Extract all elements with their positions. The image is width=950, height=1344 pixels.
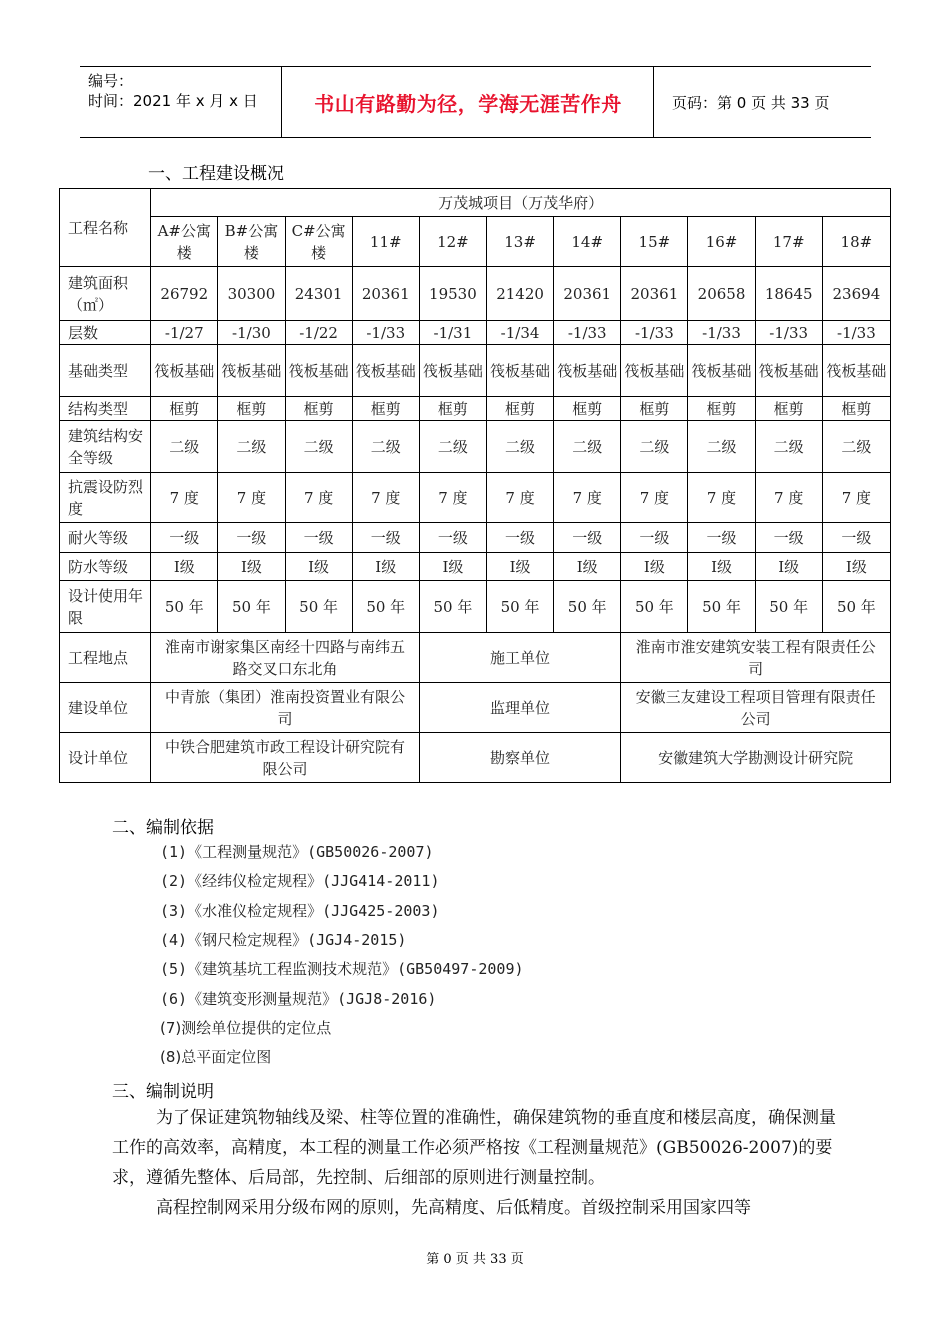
- reference-item: (5)《建筑基坑工程监测技术规范》(GB50497-2009): [160, 960, 524, 979]
- table-cell: -1/33: [688, 321, 755, 345]
- table-cell: 24301: [285, 267, 352, 321]
- table-cell: 筏板基础: [688, 345, 755, 397]
- building-header: 12#: [419, 217, 486, 267]
- building-header: 18#: [822, 217, 890, 267]
- building-header: B#公寓楼: [218, 217, 285, 267]
- table-cell: 二级: [352, 421, 419, 473]
- table-cell: 20361: [554, 267, 621, 321]
- designer-label: 设计单位: [60, 733, 151, 783]
- table-cell: 框剪: [218, 397, 285, 421]
- table-cell: Ⅰ级: [419, 553, 486, 581]
- table-row: [60, 421, 891, 473]
- table-cell: 7 度: [755, 473, 822, 523]
- row-label: 建筑面积（㎡）: [60, 267, 151, 321]
- table-cell: 二级: [822, 421, 890, 473]
- reference-item: (8)总平面定位图: [160, 1048, 272, 1067]
- table-cell: Ⅰ级: [352, 553, 419, 581]
- table-cell: 二级: [554, 421, 621, 473]
- site-value: 淮南市谢家集区南经十四路与南纬五路交叉口东北角: [151, 633, 420, 683]
- reference-item: (2)《经纬仪检定规程》(JJG414-2011): [160, 872, 440, 891]
- table-row: [60, 345, 891, 397]
- table-cell: 一级: [218, 523, 285, 553]
- table-row: [60, 397, 891, 421]
- table-cell: 50 年: [352, 581, 419, 633]
- building-header: 11#: [352, 217, 419, 267]
- table-cell: -1/33: [352, 321, 419, 345]
- building-header: C#公寓楼: [285, 217, 352, 267]
- table-cell: 框剪: [486, 397, 553, 421]
- table-cell: 二级: [285, 421, 352, 473]
- table-cell: Ⅰ级: [285, 553, 352, 581]
- table-cell: 筏板基础: [554, 345, 621, 397]
- building-header: A#公寓楼: [151, 217, 218, 267]
- table-cell: 一级: [151, 523, 218, 553]
- table-cell: 一级: [419, 523, 486, 553]
- table-cell: 7 度: [218, 473, 285, 523]
- table-cell: -1/33: [554, 321, 621, 345]
- table-cell: 一级: [755, 523, 822, 553]
- header-page-text: 页码：第 0 页 共 33 页: [672, 93, 830, 112]
- table-row: [60, 267, 891, 321]
- table-cell: 50 年: [621, 581, 688, 633]
- table-cell: 二级: [419, 421, 486, 473]
- table-cell: Ⅰ级: [755, 553, 822, 581]
- table-cell: 50 年: [822, 581, 890, 633]
- table-cell: 一级: [352, 523, 419, 553]
- table-cell: 框剪: [352, 397, 419, 421]
- table-cell: 19530: [419, 267, 486, 321]
- table-cell: 二级: [688, 421, 755, 473]
- table-cell: 20658: [688, 267, 755, 321]
- table-cell: 二级: [486, 421, 553, 473]
- table-cell: 框剪: [755, 397, 822, 421]
- table-cell: 7 度: [352, 473, 419, 523]
- table-cell: 50 年: [688, 581, 755, 633]
- building-header: 13#: [486, 217, 553, 267]
- table-cell: 30300: [218, 267, 285, 321]
- table-cell: 框剪: [151, 397, 218, 421]
- table-cell: 50 年: [554, 581, 621, 633]
- table-cell: Ⅰ级: [822, 553, 890, 581]
- designer-partner-value: 安徽建筑大学勘测设计研究院: [621, 733, 891, 783]
- section2-title: 二、编制依据: [112, 818, 214, 838]
- table-cell: 7 度: [822, 473, 890, 523]
- table-cell: -1/34: [486, 321, 553, 345]
- table-cell: 21420: [486, 267, 553, 321]
- row-label: 防水等级: [60, 553, 151, 581]
- table-cell: Ⅰ级: [218, 553, 285, 581]
- table-cell: -1/33: [621, 321, 688, 345]
- table-cell: 二级: [755, 421, 822, 473]
- table-cell: 23694: [822, 267, 890, 321]
- table-cell: 一级: [285, 523, 352, 553]
- owner-label: 建设单位: [60, 683, 151, 733]
- table-cell: -1/30: [218, 321, 285, 345]
- table-row: [60, 523, 891, 553]
- table-cell: 7 度: [621, 473, 688, 523]
- table-row: [60, 553, 891, 581]
- table-cell: 7 度: [285, 473, 352, 523]
- row-label: 建筑结构安全等级: [60, 421, 151, 473]
- row-label: 结构类型: [60, 397, 151, 421]
- site-partner-value: 淮南市淮安建筑安装工程有限责任公司: [621, 633, 891, 683]
- row-label: 设计使用年限: [60, 581, 151, 633]
- table-cell: 50 年: [218, 581, 285, 633]
- table-cell: 筏板基础: [419, 345, 486, 397]
- table-cell: Ⅰ级: [486, 553, 553, 581]
- table-cell: 7 度: [151, 473, 218, 523]
- table-cell: 7 度: [554, 473, 621, 523]
- table-cell: 框剪: [822, 397, 890, 421]
- table-cell: 框剪: [554, 397, 621, 421]
- table-cell: 筏板基础: [352, 345, 419, 397]
- building-header: 17#: [755, 217, 822, 267]
- owner-partner-value: 安徽三友建设工程项目管理有限责任公司: [621, 683, 891, 733]
- project-overview-table: [59, 188, 891, 783]
- table-cell: 一级: [554, 523, 621, 553]
- table-cell: 筏板基础: [486, 345, 553, 397]
- owner-partner-label: 监理单位: [419, 683, 620, 733]
- reference-item: (6)《建筑变形测量规范》(JGJ8-2016): [160, 989, 437, 1008]
- table-cell: 筏板基础: [621, 345, 688, 397]
- header-meta: [80, 67, 282, 137]
- project-name-label: 工程名称: [60, 189, 151, 267]
- owner-value: 中青旅（集团）淮南投资置业有限公司: [151, 683, 420, 733]
- table-cell: -1/33: [755, 321, 822, 345]
- table-row: [60, 321, 891, 345]
- table-cell: 50 年: [285, 581, 352, 633]
- table-cell: -1/33: [822, 321, 890, 345]
- section3-title: 三、编制说明: [112, 1082, 214, 1102]
- table-cell: 二级: [151, 421, 218, 473]
- table-cell: 筏板基础: [218, 345, 285, 397]
- table-cell: 筏板基础: [285, 345, 352, 397]
- building-header: 14#: [554, 217, 621, 267]
- table-cell: 7 度: [486, 473, 553, 523]
- reference-item: (4)《钢尺检定规程》(JGJ4-2015): [160, 930, 407, 949]
- table-cell: 框剪: [621, 397, 688, 421]
- table-cell: 26792: [151, 267, 218, 321]
- section3-paragraph-2: 高程控制网采用分级布网的原则，先高精度、后低精度。首级控制采用国家四等: [156, 1198, 751, 1218]
- section1-title: 一、工程建设概况: [148, 164, 284, 184]
- designer-row: [60, 733, 891, 783]
- table-cell: Ⅰ级: [688, 553, 755, 581]
- table-cell: 50 年: [419, 581, 486, 633]
- table-cell: 二级: [621, 421, 688, 473]
- owner-row: [60, 683, 891, 733]
- row-label: 层数: [60, 321, 151, 345]
- header-number: 编号：: [88, 72, 134, 90]
- designer-partner-label: 勘察单位: [419, 733, 620, 783]
- project-group-name: 万茂城项目（万茂华府）: [151, 189, 891, 217]
- section3-paragraph-1: 为了保证建筑物轴线及梁、柱等位置的准确性，确保建筑物的垂直度和楼层高度，确保测量工作的高效率，高精度，本工程的测量工作必须严格按《工程测量规范》(GB50026-2007)的要求，遵循先整体、后局部，先控制、后细部的原则进行测量控制。: [112, 1108, 836, 1188]
- page-footer: 第 0 页 共 33 页: [426, 1252, 524, 1267]
- reference-item: (1)《工程测量规范》(GB50026-2007): [160, 843, 434, 861]
- buildings-row: [60, 217, 891, 267]
- table-cell: 筏板基础: [151, 345, 218, 397]
- table-cell: 一级: [688, 523, 755, 553]
- table-cell: 7 度: [419, 473, 486, 523]
- building-header: 16#: [688, 217, 755, 267]
- table-cell: 筏板基础: [822, 345, 890, 397]
- header-time: 时间：2021 年 x 月 x 日: [88, 92, 258, 110]
- table-cell: Ⅰ级: [621, 553, 688, 581]
- table-cell: Ⅰ级: [151, 553, 218, 581]
- designer-value: 中铁合肥建筑市政工程设计研究院有限公司: [151, 733, 420, 783]
- table-cell: Ⅰ级: [554, 553, 621, 581]
- table-cell: 框剪: [688, 397, 755, 421]
- table-row: [60, 581, 891, 633]
- row-label: 抗震设防烈度: [60, 473, 151, 523]
- reference-item: (3)《水准仪检定规程》(JJG425-2003): [160, 901, 440, 920]
- header-page-info: [664, 67, 871, 137]
- table-cell: 筏板基础: [755, 345, 822, 397]
- table-cell: 框剪: [419, 397, 486, 421]
- table-row: [60, 473, 891, 523]
- table-cell: 一级: [621, 523, 688, 553]
- table-cell: 框剪: [285, 397, 352, 421]
- table-cell: 7 度: [688, 473, 755, 523]
- table-cell: 20361: [621, 267, 688, 321]
- header-motto: 书山有路勤为径，学海无涯苦作舟: [283, 67, 654, 137]
- table-cell: 50 年: [486, 581, 553, 633]
- page-header: [80, 66, 871, 138]
- table-cell: -1/27: [151, 321, 218, 345]
- reference-item: (7)测绘单位提供的定位点: [160, 1018, 332, 1037]
- table-cell: 50 年: [151, 581, 218, 633]
- table-cell: 一级: [822, 523, 890, 553]
- table-cell: 一级: [486, 523, 553, 553]
- row-label: 耐火等级: [60, 523, 151, 553]
- table-cell: 20361: [352, 267, 419, 321]
- site-row: [60, 633, 891, 683]
- table-cell: 18645: [755, 267, 822, 321]
- table-cell: 二级: [218, 421, 285, 473]
- site-partner-label: 施工单位: [419, 633, 620, 683]
- table-cell: -1/22: [285, 321, 352, 345]
- table-cell: 50 年: [755, 581, 822, 633]
- row-label: 基础类型: [60, 345, 151, 397]
- table-cell: -1/31: [419, 321, 486, 345]
- building-header: 15#: [621, 217, 688, 267]
- site-label: 工程地点: [60, 633, 151, 683]
